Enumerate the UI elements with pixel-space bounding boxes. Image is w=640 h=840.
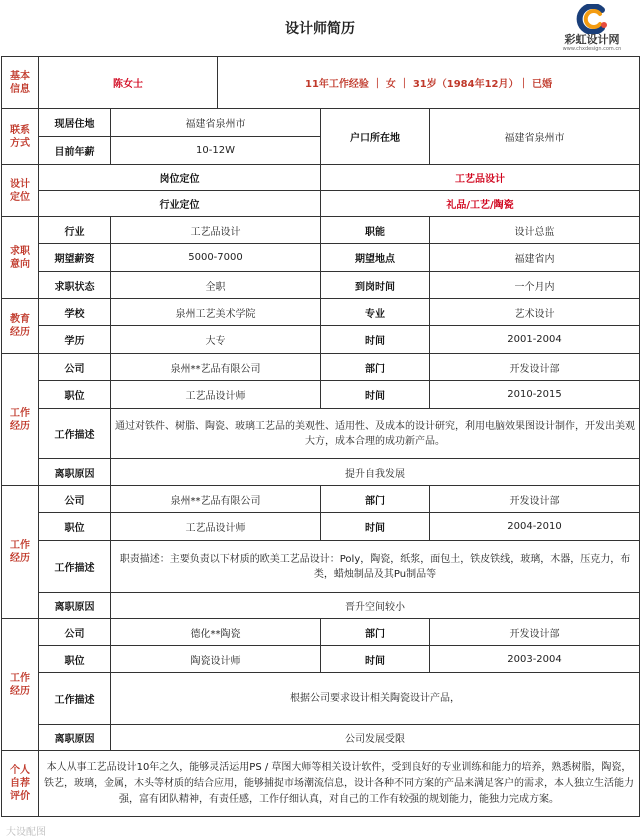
section-job-intent: 求职意向 — [2, 217, 39, 299]
rainbow-logo-icon — [572, 4, 612, 34]
job2-row-2 — [2, 513, 640, 541]
section-work-2: 工作经历 — [2, 486, 39, 619]
job2-leave-label: 离职原因 — [39, 593, 111, 619]
job3-row-2 — [2, 646, 640, 673]
job2-dept-label: 部门 — [321, 486, 430, 513]
intent-status-value: 全职 — [111, 272, 321, 299]
intent-industry-value: 工艺品设计 — [111, 217, 321, 244]
intent-function-value: 设计总监 — [430, 217, 640, 244]
intent-salary-label: 期望薪资 — [39, 244, 111, 272]
section-basic: 基本信息 — [2, 57, 39, 109]
section-contact: 联系方式 — [2, 109, 39, 165]
post-value: 工艺品设计 — [321, 165, 640, 191]
self-eval-row — [2, 751, 640, 817]
job1-company: 泉州**艺品有限公司 — [111, 354, 321, 381]
job3-time-label: 时间 — [321, 646, 430, 673]
intent-location-label: 期望地点 — [321, 244, 430, 272]
section-education: 教育经历 — [2, 299, 39, 354]
job1-row-3 — [2, 409, 640, 459]
job1-leave: 提升自我发展 — [111, 459, 640, 486]
basic-row — [2, 57, 640, 109]
intent-row-2 — [2, 244, 640, 272]
school-value: 泉州工艺美术学院 — [111, 299, 321, 326]
candidate-name: 陈女士 — [39, 57, 218, 109]
intent-location-value: 福建省内 — [430, 244, 640, 272]
section-design-position: 设计定位 — [2, 165, 39, 217]
post-label: 岗位定位 — [39, 165, 321, 191]
job1-leave-label: 离职原因 — [39, 459, 111, 486]
intent-salary-value: 5000-7000 — [111, 244, 321, 272]
edu-time-value: 2001-2004 — [430, 326, 640, 354]
intent-function-label: 职能 — [321, 217, 430, 244]
job3-dept-label: 部门 — [321, 619, 430, 646]
job3-leave: 公司发展受限 — [111, 725, 640, 751]
job1-desc: 通过对铁件、树脂、陶瓷、玻璃工艺品的美观性、适用性、及成本的设计研究，利用电脑效果图设计制作，开发出美观大方，成本合理的成功新产品。 — [111, 409, 640, 459]
job3-leave-label: 离职原因 — [39, 725, 111, 751]
job3-dept: 开发设计部 — [430, 619, 640, 646]
salary-value: 10-12W — [111, 137, 321, 165]
job3-company-label: 公司 — [39, 619, 111, 646]
job3-time: 2003-2004 — [430, 646, 640, 673]
job1-dept: 开发设计部 — [430, 354, 640, 381]
job2-time: 2004-2010 — [430, 513, 640, 541]
job2-time-label: 时间 — [321, 513, 430, 541]
major-value: 艺术设计 — [430, 299, 640, 326]
job1-row-2 — [2, 381, 640, 409]
job2-row-1 — [2, 486, 640, 513]
degree-value: 大专 — [111, 326, 321, 354]
resume-table — [1, 56, 640, 817]
job3-company: 德化**陶瓷 — [111, 619, 321, 646]
major-label: 专业 — [321, 299, 430, 326]
job1-company-label: 公司 — [39, 354, 111, 381]
intent-status-label: 求职状态 — [39, 272, 111, 299]
contact-row-1 — [2, 109, 640, 137]
job1-title-label: 职位 — [39, 381, 111, 409]
job2-title-label: 职位 — [39, 513, 111, 541]
intent-row-3 — [2, 272, 640, 299]
design-row-2 — [2, 191, 640, 217]
intent-arrival-label: 到岗时间 — [321, 272, 430, 299]
job1-dept-label: 部门 — [321, 354, 430, 381]
job3-row-3 — [2, 673, 640, 725]
intent-arrival-value: 一个月内 — [430, 272, 640, 299]
watermark: 大设配图 — [6, 827, 46, 838]
job2-company: 泉州**艺品有限公司 — [111, 486, 321, 513]
section-work-1: 工作经历 — [2, 354, 39, 486]
job2-row-4 — [2, 593, 640, 619]
basic-summary: 11年工作经验 ｜ 女 ｜ 31岁（1984年12月）｜ 已婚 — [218, 57, 640, 109]
job1-title: 工艺品设计师 — [111, 381, 321, 409]
job1-row-4 — [2, 459, 640, 486]
edu-time-label: 时间 — [321, 326, 430, 354]
hukou-value: 福建省泉州市 — [430, 109, 640, 165]
edu-row-2 — [2, 326, 640, 354]
intent-industry-label: 行业 — [39, 217, 111, 244]
residence-value: 福建省泉州市 — [111, 109, 321, 137]
logo-url: www.chxdesign.com.cn — [562, 46, 622, 52]
industry-position-value: 礼品/工艺/陶瓷 — [321, 191, 640, 217]
job3-row-4 — [2, 725, 640, 751]
job2-dept: 开发设计部 — [430, 486, 640, 513]
logo-brand: 彩虹设计网 — [564, 33, 620, 46]
job2-row-3 — [2, 541, 640, 593]
section-work-3: 工作经历 — [2, 619, 39, 751]
job2-company-label: 公司 — [39, 486, 111, 513]
job3-desc: 根据公司要求设计相关陶瓷设计产品， — [111, 673, 640, 725]
job2-title: 工艺品设计师 — [111, 513, 321, 541]
hukou-label: 户口所在地 — [321, 109, 430, 165]
job2-desc: 职责描述：主要负责以下材质的欧美工艺品设计：Poly，陶瓷，纸浆，面包土，铁皮铁线，玻璃，木器，压克力，布类，蜡烛制品及其Pu制品等 — [111, 541, 640, 593]
job1-row-1 — [2, 354, 640, 381]
header — [0, 0, 640, 56]
job3-desc-label: 工作描述 — [39, 673, 111, 725]
logo — [552, 4, 632, 54]
job3-title: 陶瓷设计师 — [111, 646, 321, 673]
job2-leave: 晋升空间较小 — [111, 593, 640, 619]
residence-label: 现居住地 — [39, 109, 111, 137]
school-label: 学校 — [39, 299, 111, 326]
intent-row-1 — [2, 217, 640, 244]
degree-label: 学历 — [39, 326, 111, 354]
design-row-1 — [2, 165, 640, 191]
job3-row-1 — [2, 619, 640, 646]
job3-title-label: 职位 — [39, 646, 111, 673]
job1-time: 2010-2015 — [430, 381, 640, 409]
self-eval-text: 本人从事工艺品设计10年之久，能够灵活运用PS / 草图大师等相关设计软件，受到良好的专业训练和能力的培养，熟悉树脂，陶瓷，铁艺，玻璃，金属，木头等材质的结合应用，能够捕捉市场潮流信息，设计各种不同方案的产品来满足客户的需求，本人独立生活能力强，富有团队精神，有责任感，工作仔细认真，对自己的工作有较强的规划能力，能独力完成方案。 — [39, 751, 640, 817]
job1-time-label: 时间 — [321, 381, 430, 409]
resume-title: 设计师简历 — [285, 21, 355, 37]
section-self-eval: 个人自荐评价 — [2, 751, 39, 817]
industry-position-label: 行业定位 — [39, 191, 321, 217]
salary-label: 目前年薪 — [39, 137, 111, 165]
job1-desc-label: 工作描述 — [39, 409, 111, 459]
edu-row-1 — [2, 299, 640, 326]
job2-desc-label: 工作描述 — [39, 541, 111, 593]
